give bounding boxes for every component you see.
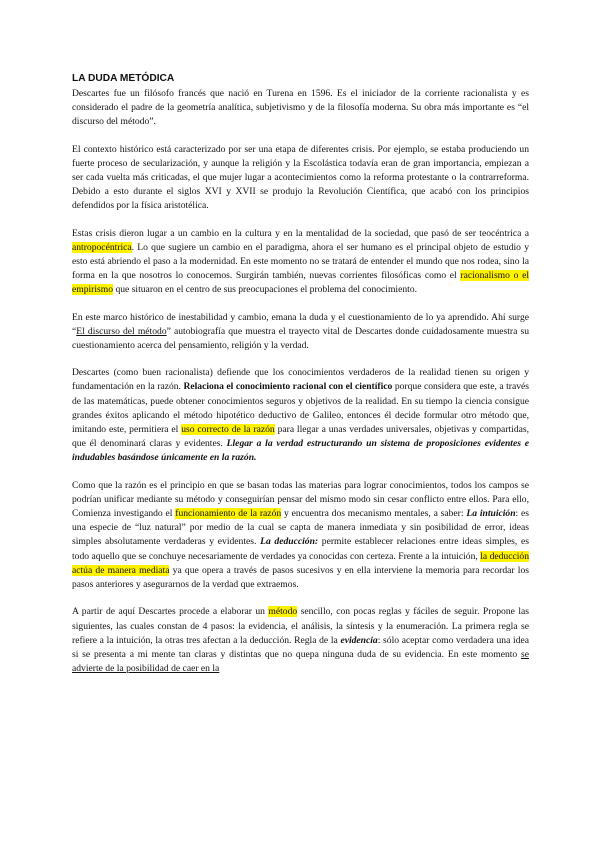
text-run: ya que opera a través de pasos sucesivos y en ella interviene la memoria para recordar los pasos anteriores y asegurarnos de la verdad que extraemos. [72, 564, 529, 591]
text-run: que situaron en el centro de sus preocupaciones el problema del conocimiento. [113, 284, 418, 296]
highlight: antropocéntrica [72, 241, 132, 253]
highlight: funcionamiento de la razón [175, 508, 282, 520]
highlight: la deducción actúa de manera mediata [72, 550, 530, 576]
paragraph-text: Descartes fue un filósofo francés que nació en Turena en 1596. Es el iniciador de la corriente racionalista y es considerado el padre de la geometría analítica, subjetivismo y de la filosofía moderna. Su obra más importante es “el discurso del método”. [72, 88, 529, 128]
text-run: Descartes (como buen racionalista) defiende que los conocimientos verdaderos de la realidad tienen su origen y fundamentación en la razón. [72, 367, 529, 393]
highlight: método [268, 606, 298, 618]
text-run: y encuentra dos mecanismo mentales, a saber: [281, 508, 467, 520]
text-run: : sólo aceptar como verdadera una idea si se presenta a mi mente tan claras y distintas que no quepa ninguna duda de su evidencia. En este momento [72, 634, 530, 660]
term-intuicion: La intuición [466, 508, 516, 520]
underlined-title: El discurso del método [76, 325, 167, 337]
highlight: racionalismo o el empirismo [72, 270, 529, 296]
paragraph-intro [72, 87, 529, 130]
paragraph-discurso [72, 311, 529, 354]
paragraph-racionalismo [72, 366, 529, 465]
text-run: En este marco histórico de inestabilidad y cambio, emana la duda y el cuestionamiento de lo ya aprendido. Ahí surge “ [72, 311, 529, 337]
bold-text: Relaciona el conocimiento racional con el científico [183, 381, 393, 393]
text-run: sencillo, con pocas reglas y fáciles de seguir. Propone las siguientes, las cuales constan de 4 pasos: la evidencia, el análisis, la síntesis y la enumeración. La primera regla se refiere a la intuición, la otras tres afectan a la deducción. Regla de la [72, 606, 529, 646]
paragraph-text: El contexto histórico está caracterizado por ser una etapa de diferentes crisis. Por ejemplo, se estaba produciendo un fuerte proceso de secularización, y aunque la religión y la Escolástica todavía eran de gran importancia, empiezan a ser cada vuelta más criticadas, el que mujer lugar a acontecimientos como la reforma protestante o la contrarreforma. Debido a esto durante el siglos XVI y XVII se produjo la Revolución Científica, que acabó con los principios defendidos por la física aristotélica. [72, 143, 529, 212]
text-run: ” autobiografía que muestra el trayecto vital de Descartes donde cuidadosamente muestra su cuestionamiento acerca del pensamiento, religión y la verdad. [72, 325, 530, 352]
text-run: Como que la razón es el principio en que se basan todas las materias para lograr conocimientos, todos los campos se podrían unificar mediante su método y conseguirían pensar del mismo modo sin cesar conflicto entre ellos. Para ello, Comienza investigando el [72, 479, 529, 520]
paragraph-crisis [72, 227, 529, 298]
document-body [72, 72, 529, 676]
text-run: : es una especie de “luz natural” por medio de la cual se capta de manera inmediata y sin posibilidad de error, ideas simples absolutamente verdaderas y evidentes. [72, 508, 530, 548]
underlined-text: se advierte de la posibilidad de caer en la [72, 648, 529, 675]
term-evidencia: evidencia [340, 634, 378, 646]
highlight: uso correcto de la razón [181, 424, 275, 436]
term-deduccion: La deducción: [260, 536, 319, 548]
bold-italic-text: Llegar a la verdad estructurando un sistema de proposiciones evidentes e indudables basándose únicamente en la razón. [72, 438, 529, 464]
page-title: LA DUDA METÓDICA [72, 73, 175, 84]
text-run: para llegar a unas verdades universales, objetivas y compartidas, que él denominará claras y evidentes. [72, 424, 530, 450]
text-run: Estas crisis dieron lugar a un cambio en la cultura y en la mentalidad de la sociedad, que pasó de ser teocéntrica a [72, 227, 529, 239]
paragraph-metodo [72, 605, 529, 676]
text-run: A partir de aquí Descartes procede a elaborar un [72, 606, 269, 618]
paragraph-context [72, 143, 529, 214]
text-run: porque considera que este, a través de las matemáticas, puede obtener conocimientos seguros y objetivos de la realidad. En su tiempo la ciencia consigue grandes éxitos aplicando el método hipotético deductivo de Galileo, entonces él decide formular otro método que, imitando este, permitiera el [72, 381, 529, 436]
paragraph-razon [72, 479, 529, 593]
text-run: permite establecer relaciones entre ideas simples, es todo aquello que se conchuye necesariamente de verdades ya conocidas con certeza. Frente a la intuición, [72, 536, 529, 562]
text-run: . Lo que sugiere un cambio en el paradigma, ahora el ser humano es el principal objeto de estudio y esto está abriendo el paso a la modernidad. En este momento no se tratará de entender el mundo que nos rodea, sino la forma en la que nosotros lo conocemos. Surgirán también, nuevas corrientes filosóficas como el [72, 241, 529, 282]
